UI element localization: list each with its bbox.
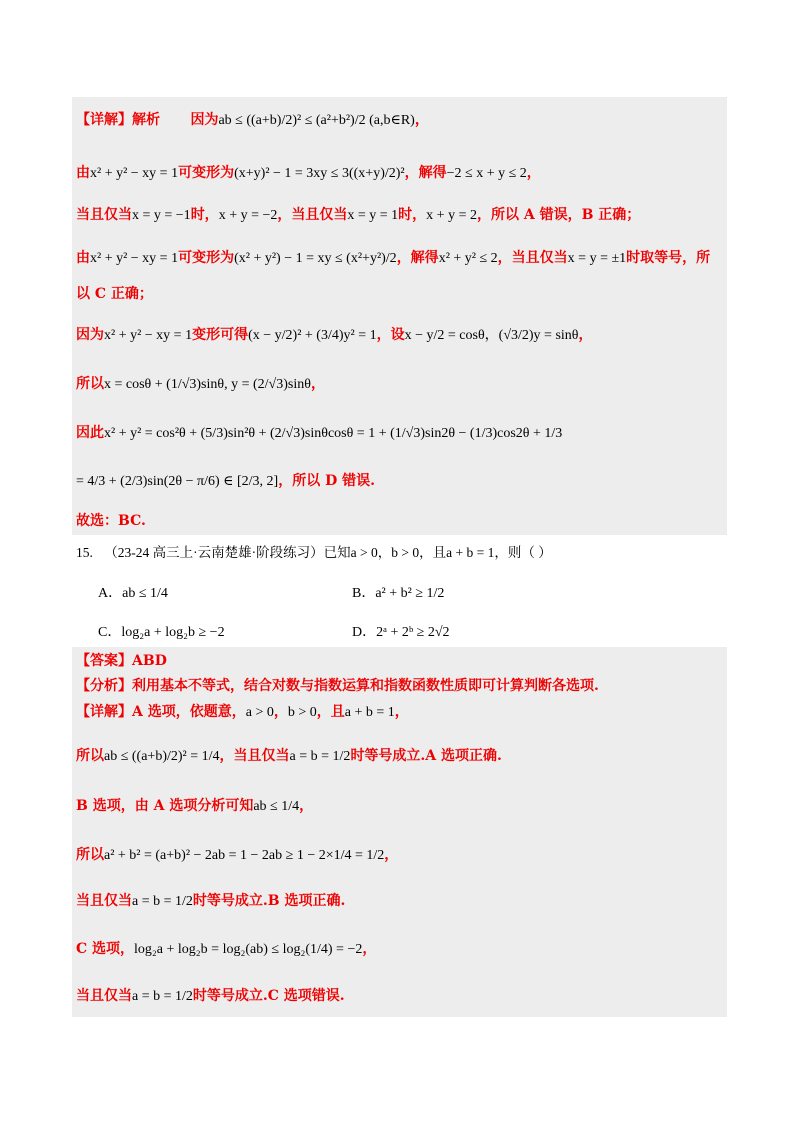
solution-line-4: 由x² + y² − xy = 1可变形为(x² + y²) − 1 = xy ≤ (x²+y²)/2，解得x² + y² ≤ 2，当且仅当x = y = ±1时取等号，所 — [76, 250, 711, 266]
solution-line-5: 以 C 正确； — [76, 286, 153, 302]
answer-tag: 【答案】 — [76, 653, 132, 669]
answer-line — [76, 652, 167, 670]
solution-line-6: 因为x² + y² − xy = 1变形可得(x − y/2)² + (3/4)y² = 1，设x − y/2 = cosθ，(√3/2)y = sinθ， — [76, 327, 593, 343]
answer-value: ABD — [132, 653, 167, 669]
option-d: D．2ᵃ + 2ᵇ ≥ 2√2 — [352, 625, 450, 640]
solution-line-7: 所以x = cosθ + (1/√3)sinθ, y = (2/√3)sinθ， — [76, 376, 325, 392]
inequality-chain: ab ≤ ((a+b)/2)² ≤ (a²+b²)/2 (a,b∈R) — [218, 113, 415, 128]
solution-line-1: 【详解】解析 因为ab ≤ ((a+b)/2)² ≤ (a²+b²)/2 (a,b∈R)， — [76, 112, 429, 128]
detail-line-7: 当且仅当a = b = 1/2时等号成立.C 选项错误. — [76, 988, 345, 1004]
detail-tag-2: 【详解】 — [76, 704, 132, 720]
option-a: A．ab ≤ 1/4 — [98, 586, 168, 601]
detail-line-5: 当且仅当a = b = 1/2时等号成立.B 选项正确. — [76, 893, 346, 909]
detail-line-2: 所以ab ≤ ((a+b)/2)² = 1/4，当且仅当a = b = 1/2时等号成立.A 选项正确. — [76, 748, 502, 764]
option-b: B．a² + b² ≥ 1/2 — [352, 586, 445, 601]
question-15-stem: 15. （23-24 高三上·云南楚雄·阶段练习）已知a > 0，b > 0，且a + b = 1，则（ ） — [76, 545, 552, 560]
detail-line-3: B 选项，由 A 选项分析可知ab ≤ 1/4， — [76, 798, 314, 814]
solution-panel-14 — [72, 97, 727, 535]
detail-line-1: 【详解】A 选项，依题意，a > 0，b > 0，且a + b = 1， — [76, 704, 409, 720]
solution-line-10: 故选：BC. — [76, 513, 146, 529]
solution-line-8: 因此x² + y² = cos²θ + (5/3)sin²θ + (2/√3)sinθcosθ = 1 + (1/√3)sin2θ − (1/3)cos2θ + 1/3 — [76, 425, 563, 441]
detail-line-6: C 选项，log₂a + log₂b = log₂(ab) ≤ log₂(1/4) = −2， — [76, 941, 377, 957]
analysis-line: 【分析】利用基本不等式，结合对数与指数运算和指数函数性质即可计算判断各选项. — [76, 678, 599, 694]
solution-line-3: 当且仅当x = y = −1时，x + y = −2，当且仅当x = y = 1时，x + y = 2，所以 A 错误，B 正确； — [76, 207, 641, 223]
detail-line-4: 所以a² + b² = (a+b)² − 2ab = 1 − 2ab ≥ 1 − 2×1/4 = 1/2， — [76, 847, 399, 863]
solution-line-2: 由x² + y² − xy = 1可变形为(x+y)² − 1 = 3xy ≤ 3((x+y)/2)²，解得−2 ≤ x + y ≤ 2， — [76, 165, 541, 181]
solution-line-9: = 4/3 + (2/3)sin(2θ − π/6) ∈ [2/3, 2]，所以 D 错误. — [76, 473, 375, 489]
option-c: C．log₂a + log₂b ≥ −2 — [98, 625, 225, 640]
analysis-tag: 【分析】 — [76, 678, 132, 694]
question-number: 15. — [76, 545, 93, 560]
detail-tag: 【详解】解析 — [76, 112, 160, 128]
